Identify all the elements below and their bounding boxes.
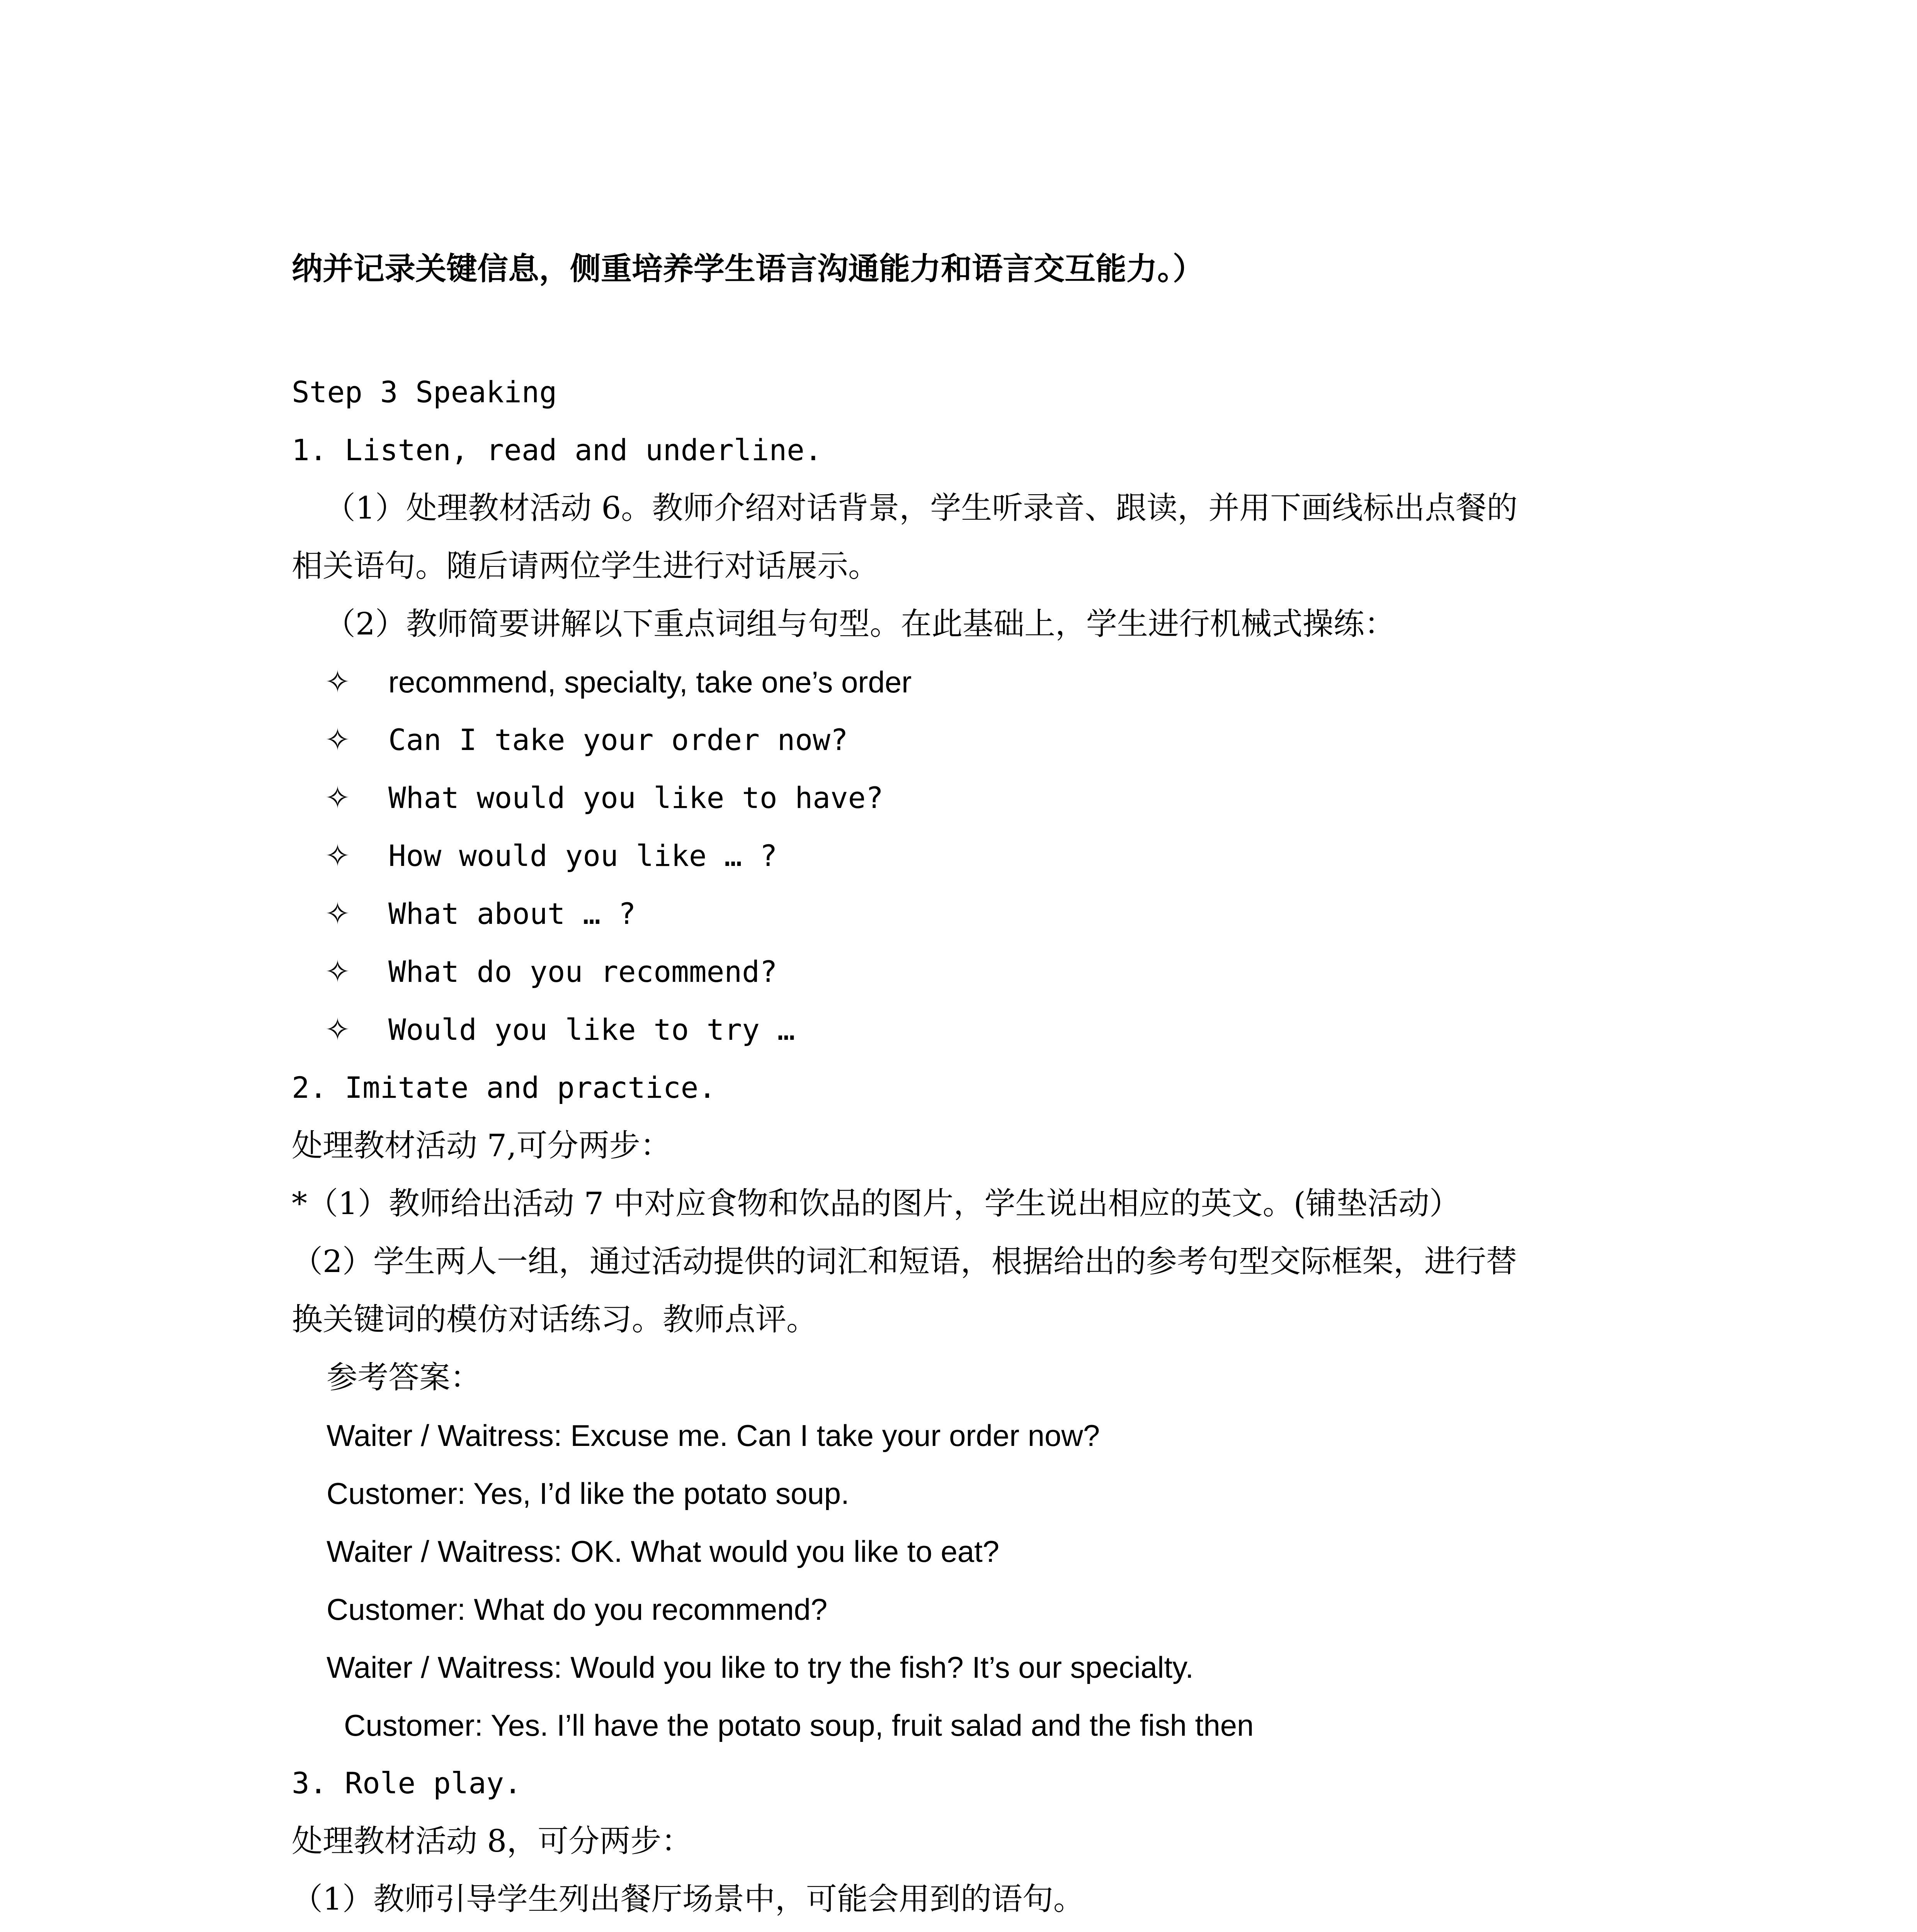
section-1-paragraph-1: （1）处理教材活动 6。教师介绍对话背景，学生听录音、跟读，并用下画线标出点餐的 <box>325 490 1518 526</box>
bullet-text: What do you recommend? <box>388 954 777 989</box>
section-1-paragraph-2: （2）教师简要讲解以下重点词组与句型。在此基础上，学生进行机械式操练： <box>325 606 1395 642</box>
bullet-item <box>292 827 1636 885</box>
bullet-text: What about … ? <box>388 896 636 931</box>
bullet-star-icon: ✧ <box>325 954 351 990</box>
bullet-item <box>292 943 1636 1001</box>
bullet-item <box>292 885 1636 943</box>
dialogue-line: Customer: What do you recommend? <box>327 1592 828 1626</box>
dialogue-line: Waiter / Waitress: OK. What would you like to eat? <box>327 1534 1000 1568</box>
section-1-title: 1. Listen, read and underline. <box>292 433 822 467</box>
section-2-intro: 处理教材活动 7,可分两步： <box>292 1128 671 1163</box>
bullet-star-icon: ✧ <box>325 896 351 932</box>
bullet-star-icon: ✧ <box>325 1012 351 1048</box>
bullet-item <box>292 1001 1636 1059</box>
bullet-text: Would you like to try … <box>388 1012 795 1047</box>
bullet-text: Can I take your order now? <box>388 723 848 757</box>
bullet-text: What would you like to have? <box>388 781 884 815</box>
intro-tail-paragraph: 纳并记录关键信息，侧重培养学生语言沟通能力和语言交互能力。） <box>292 250 1204 287</box>
section-2-paragraph-2-cont: 换关键词的模仿对话练习。教师点评。 <box>292 1301 817 1337</box>
section-2-title: 2. Imitate and practice. <box>292 1070 716 1105</box>
dialogue-line: Waiter / Waitress: Excuse me. Can I take your order now? <box>327 1418 1100 1452</box>
bullet-star-icon: ✧ <box>325 838 351 874</box>
bullet-item <box>292 653 1636 711</box>
bullet-star-icon: ✧ <box>325 664 351 700</box>
dialogue-line: Customer: Yes. I’ll have the potato soup, fruit salad and the fish then <box>344 1708 1254 1742</box>
answer-label: 参考答案： <box>327 1359 481 1395</box>
bullet-item <box>292 769 1636 827</box>
section-3-title: 3. Role play. <box>292 1766 522 1800</box>
bullet-text: recommend, specialty, take one’s order <box>388 665 912 699</box>
bullet-item <box>292 711 1636 769</box>
section-2-paragraph-1: *（1）教师给出活动 7 中对应食物和饮品的图片，学生说出相应的英文。(铺垫活动） <box>292 1185 1460 1221</box>
document-body <box>292 240 1636 1932</box>
section-3-paragraph-2 <box>292 1928 1636 1932</box>
section-3-intro: 处理教材活动 8，可分两步： <box>292 1823 692 1859</box>
dialogue-line: Customer: Yes, I’d like the potato soup. <box>327 1476 849 1510</box>
section-2-paragraph-2: （2）学生两人一组，通过活动提供的词汇和短语，根据给出的参考句型交际框架，进行替 <box>292 1243 1517 1279</box>
bullet-star-icon: ✧ <box>325 780 351 816</box>
bullet-text: How would you like … ? <box>388 838 777 873</box>
section-3-paragraph-1: （1）教师引导学生列出餐厅场景中，可能会用到的语句。 <box>292 1881 1084 1917</box>
section-1-paragraph-1-cont: 相关语句。随后请两位学生进行对话展示。 <box>292 548 879 584</box>
dialogue-line: Waiter / Waitress: Would you like to try the fish? It’s our specialty. <box>327 1650 1194 1684</box>
bullet-star-icon: ✧ <box>325 722 351 758</box>
step-title: Step 3 Speaking <box>292 375 557 409</box>
